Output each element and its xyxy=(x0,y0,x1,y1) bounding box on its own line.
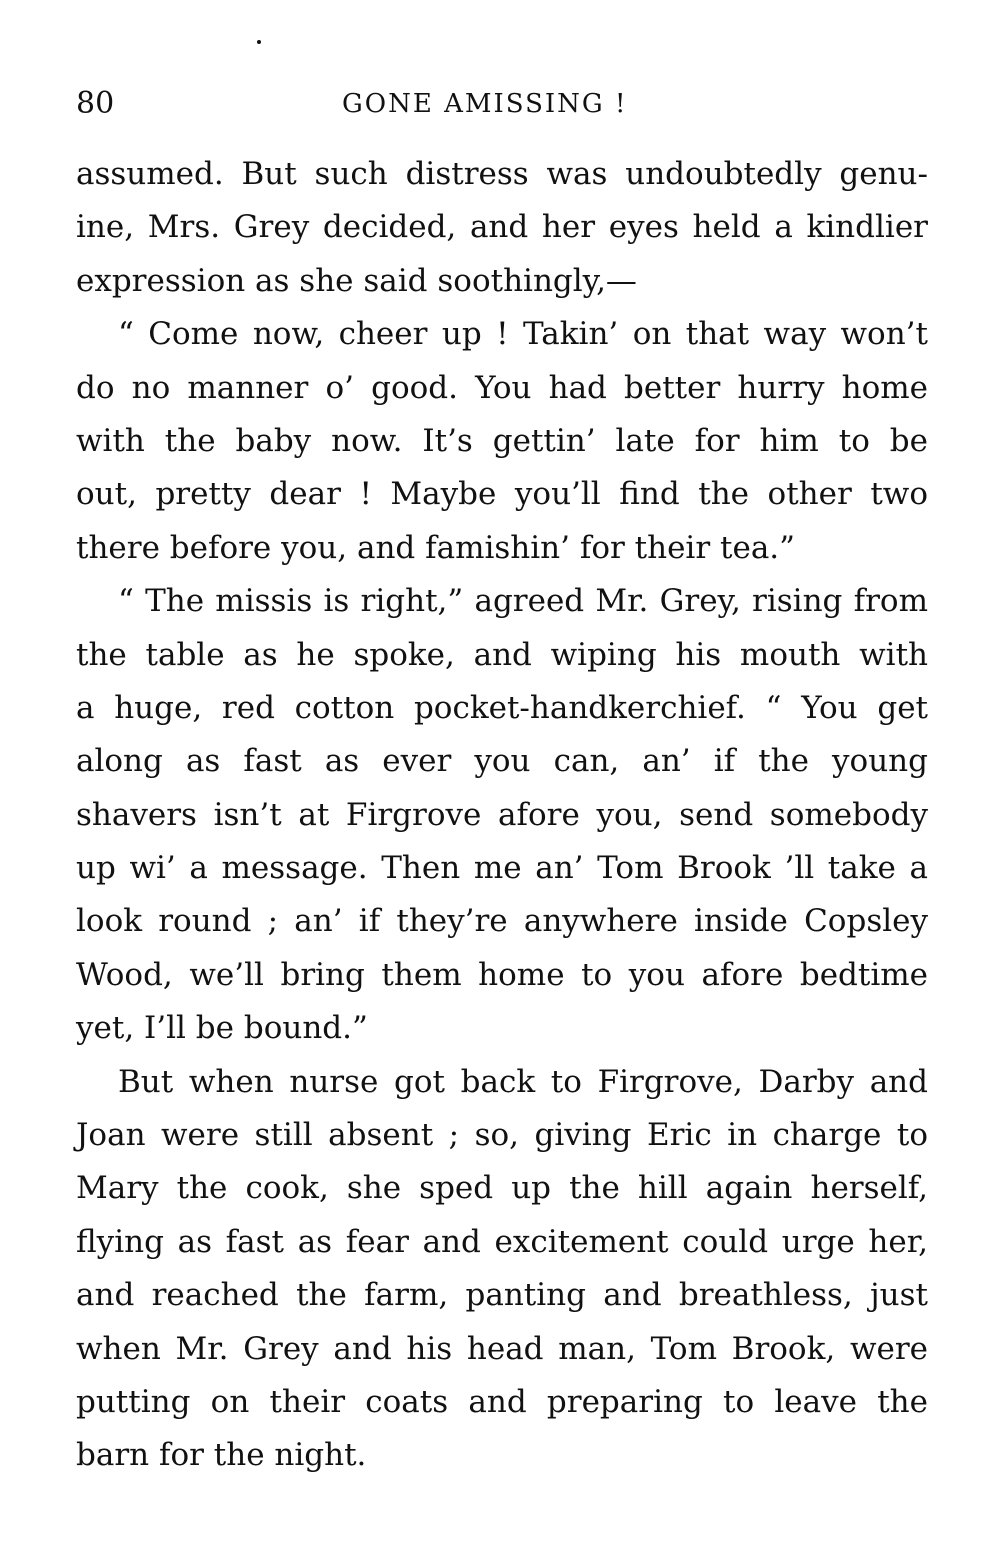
page-header xyxy=(76,84,928,124)
running-title: GONE AMISSING ! xyxy=(342,89,628,119)
text-line: along as fast as ever you can, an’ if the young xyxy=(76,743,928,780)
text-line: assumed. But such distress was undoubtedly genu- xyxy=(76,156,928,192)
text-line: do no manner o’ good. You had better hurry home xyxy=(76,369,928,406)
text-line: “ The missis is right,” agreed Mr. Grey, rising from xyxy=(118,583,928,620)
text-line: look round ; an’ if they’re anywhere inside Copsley xyxy=(76,903,928,940)
text-line: out, pretty dear ! Maybe you’ll find the other two xyxy=(76,476,928,513)
ink-speck xyxy=(257,40,261,44)
text-line: yet, I’ll be bound.” xyxy=(76,1010,368,1047)
text-line: barn for the night. xyxy=(76,1437,367,1474)
page-number: 80 xyxy=(76,86,115,121)
text-line: there before you, and famishin’ for their tea.” xyxy=(76,529,796,566)
text-line: the table as he spoke, and wiping his mouth with xyxy=(76,636,928,673)
text-line: Wood, we’ll bring them home to you afore bedtime xyxy=(76,956,928,993)
text-line: with the baby now. It’s gettin’ late for him to be xyxy=(76,422,928,459)
text-line: ine, Mrs. Grey decided, and her eyes held a kindlier xyxy=(76,209,928,246)
text-line: Mary the cook, she sped up the hill again herself, xyxy=(76,1170,928,1207)
text-line: putting on their coats and preparing to leave the xyxy=(76,1383,928,1420)
body-text xyxy=(76,148,928,1483)
text-line: flying as fast as fear and excitement could urge her, xyxy=(76,1223,928,1260)
text-line: Joan were still absent ; so, giving Eric in charge to xyxy=(76,1117,928,1154)
text-line: expression as she said soothingly,— xyxy=(76,262,637,299)
text-line: when Mr. Grey and his head man, Tom Brook, were xyxy=(76,1330,928,1367)
text-line: a huge, red cotton pocket-handkerchief. “ You get xyxy=(76,689,928,726)
text-line: “ Come now, cheer up ! Takin’ on that way won’t xyxy=(118,316,928,353)
text-line: shavers isn’t at Firgrove afore you, send somebody xyxy=(76,796,928,833)
text-line: and reached the farm, panting and breathless, just xyxy=(76,1277,928,1314)
text-line: up wi’ a message. Then me an’ Tom Brook ’ll take a xyxy=(76,850,928,887)
text-line: But when nurse got back to Firgrove, Darby and xyxy=(118,1063,928,1100)
